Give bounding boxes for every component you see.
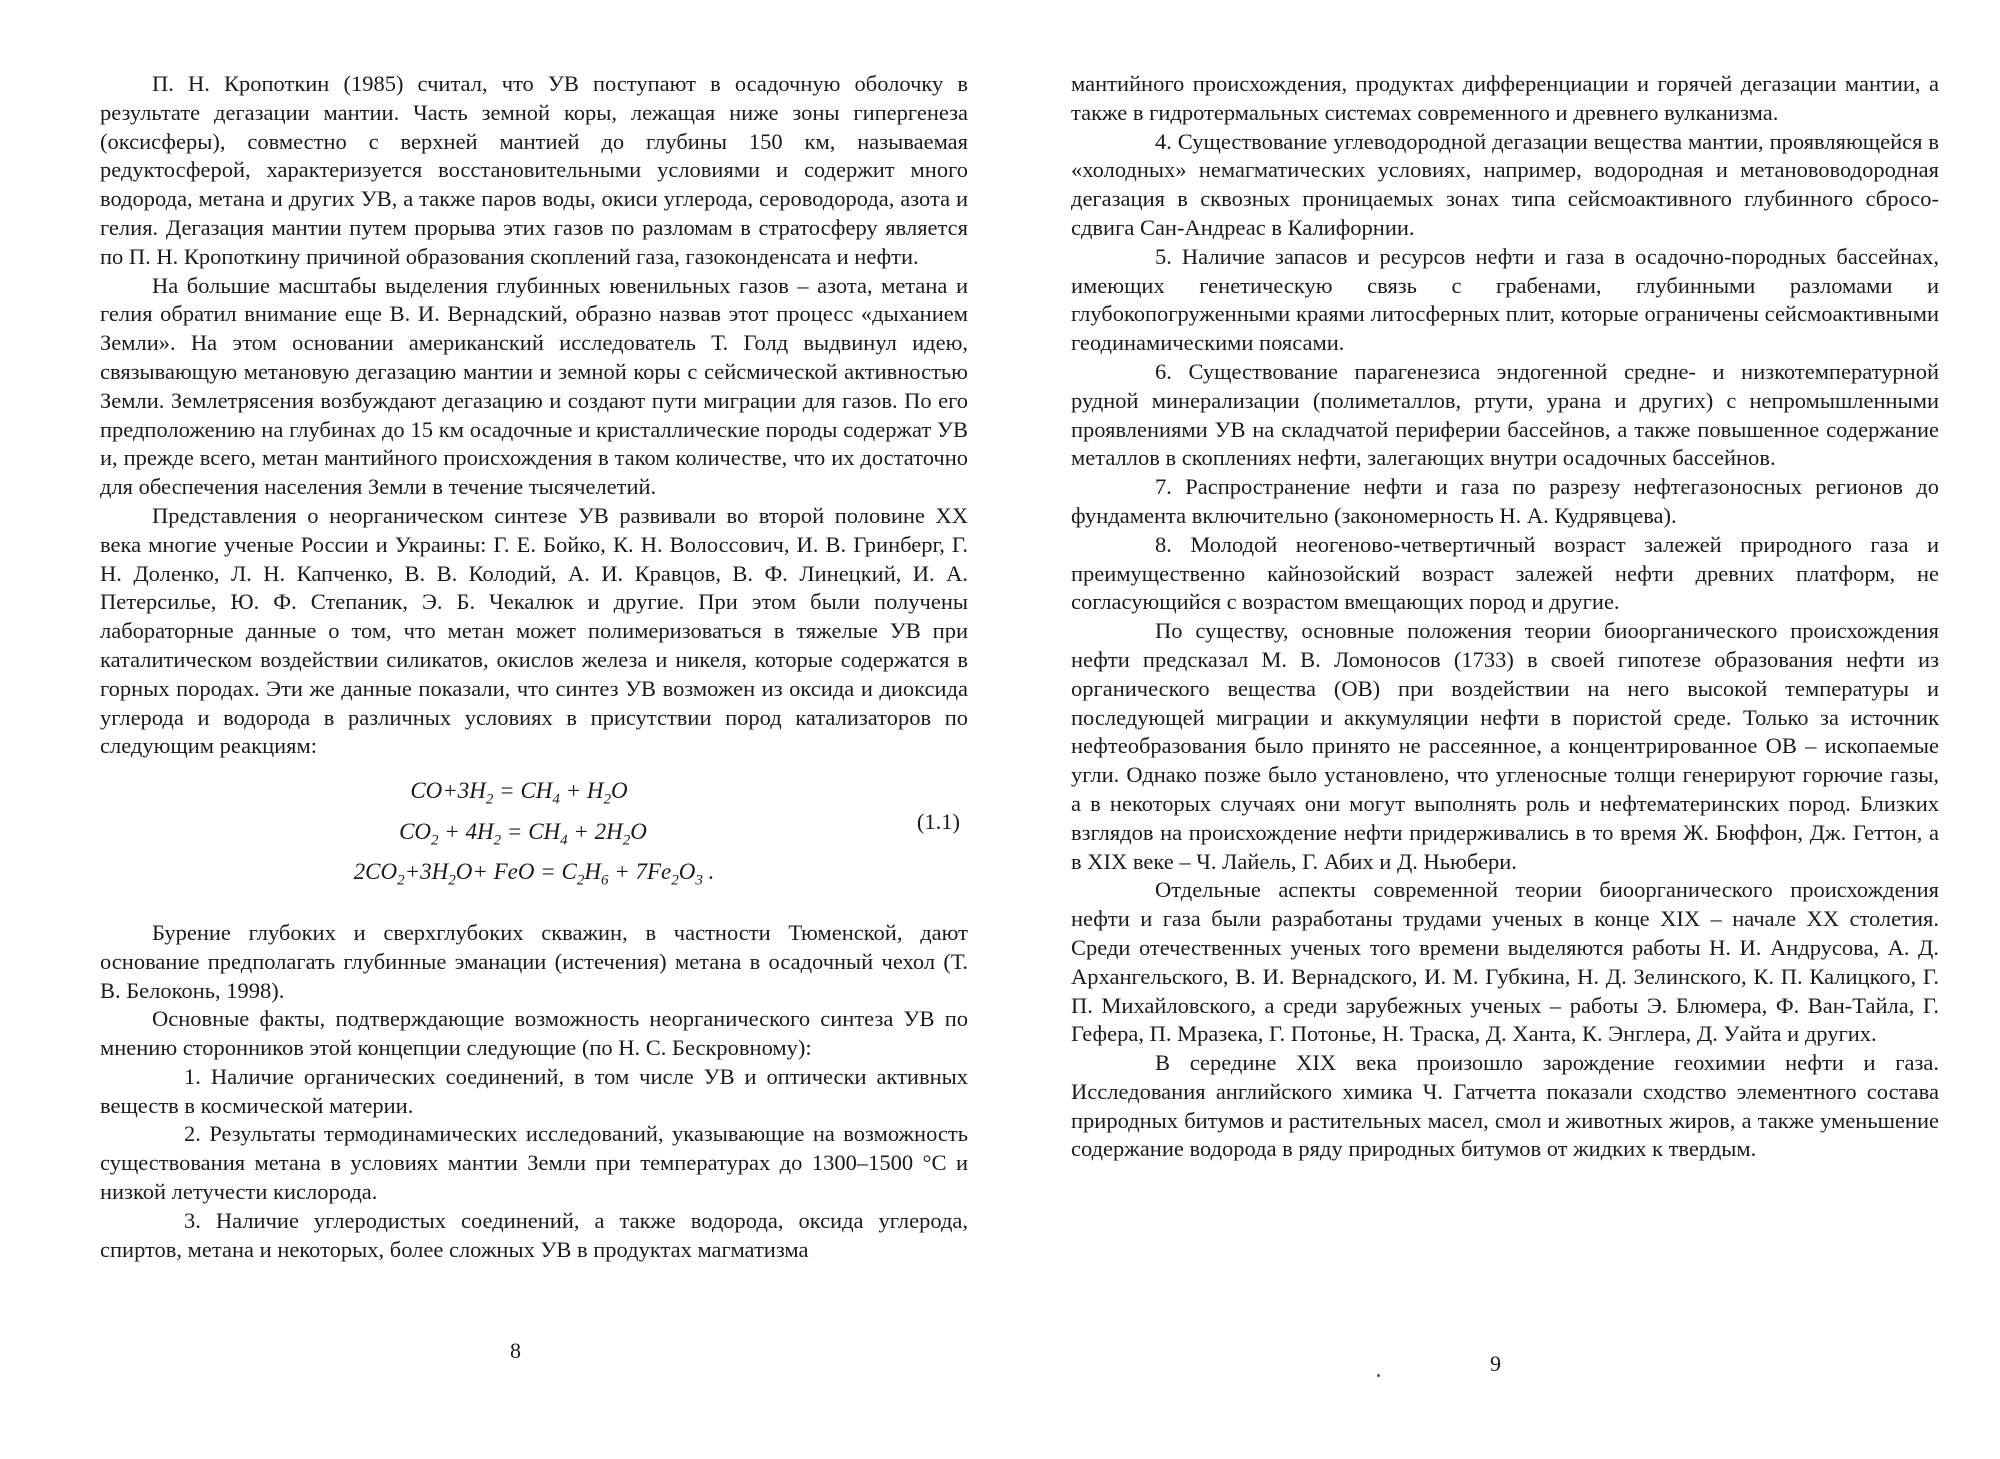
chemical-equations	[100, 775, 968, 897]
equation-number: (1.1)	[916, 809, 960, 835]
equation-line-3: $2CO_2+3H_2O+$ FeO = $C_2H_6 + 7Fe_2O_3$ .	[353, 859, 715, 889]
page-number-right: 9	[1490, 1351, 1501, 1376]
right-page	[1071, 70, 1939, 1164]
paragraph: П. Н. Кропоткин (1985) считал, что УВ поступают в осадочную оболочку в результате дегазации мантии. Часть земной коры, лежащая ниже зоны гипергенеза (оксисферы), совместно с верхней мантией до глубины 150 км, называемая редуктосферой, характеризуется восстановительными условиями и содержит много водорода, метана и других УВ, а также паров воды, окиси углерода, сероводорода, азота и гелия. Дегазация мантии путем прорыва этих газов по разломам в стратосферу является по П. Н. Кропоткину причиной образования скоплений газа, газоконденсата и нефти.	[100, 71, 968, 269]
paragraph: На большие масштабы выделения глубинных ювенильных газов – азота, метана и гелия обратил внимание еще В. И. Вернадский, образно назвав этот процесс «дыханием Земли». На этом основании американский исследователь Т. Голд выдвинул идею, связывающую метановую дегазацию мантии и земной коры с сейсмической активностью Земли. Землетрясения возбуждают дегазацию и создают пути миграции для газов. По его предположению на глубинах до 15 км осадочные и кристаллические породы содержат УВ и, прежде всего, метан мантийного происхождения в таком количестве, что их достаточно для обеспечения населения Земли в течение тысячелетий.	[100, 272, 968, 500]
paragraph: По существу, основные положения теории биоорганического происхождения нефти предсказал М. В. Ломоносов (1733) в своей гипотезе образования нефти из органического вещества (ОВ) при воздействии на него высокой температуры и последующей миграции и аккумуляции нефти в пористой среде. Только за источник нефтеобразования было принято не рассеянное, а концентрированное ОВ – ископаемые угли. Однако позже было установлено, что угленосные толщи генерируют горючие газы, а в некоторых случаях они могут выполнять роль и нефтематеринских пород. Близких взглядов на происхождение нефти придерживались в то время Ж. Бюффон, Дж. Геттон, а в XIX веке – Ч. Лайель, Г. Абих и Д. Ньюбери.	[1071, 618, 1939, 874]
list-item: 3. Наличие углеродистых соединений, а также водорода, оксида углерода, спиртов, метана и некоторых, более сложных УВ в продуктах магматизма	[100, 1207, 968, 1262]
paragraph: Бурение глубоких и сверхглубоких скважин, в частности Тюменской, дают основание предполагать глубинные эманации (истечения) метана в осадочный чехол (Т. В. Белоконь, 1998).	[100, 919, 968, 1003]
list-item: 2. Результаты термодинамических исследований, указывающие на возможность существования метана в условиях мантии Земли при температурах до 1300–1500 °C и низкой летучести кислорода.	[100, 1121, 968, 1205]
equation-line-1: $CO+3H_2 = CH_4 + H_2O$	[410, 778, 628, 808]
list-item: 4. Существование углеводородной дегазации вещества мантии, проявляющейся в «холодных» немагматических условиях, например, водородная и метанововодородная дегазация в сквозных проницаемых зонах типа сейсмоактивного глубинного сбросо-сдвига Сан-Андреас в Калифорнии.	[1071, 128, 1939, 240]
paragraph: Основные факты, подтверждающие возможность неорганического синтеза УВ по мнению сторонников этой концепции следующие (по Н. С. Бескровному):	[100, 1006, 968, 1061]
paragraph: Отдельные аспекты современной теории биоорганического происхождения нефти и газа были разработаны трудами ученых в конце XIX – начале XX столетия. Среди отечественных ученых того времени выделяются работы Н. И. Андрусова, А. Д. Архангельского, В. И. Вернадского, И. М. Губкина, Н. Д. Зелинского, К. П. Калицкого, Г. П. Михайловского, а среди зарубежных ученых – работы Э. Блюмера, Ф. Ван-Тайла, Г. Гефера, П. Мразека, Г. Потонье, Н. Траска, Д. Ханта, К. Энглера, Д. Уайта и других.	[1071, 877, 1939, 1047]
list-item: 5. Наличие запасов и ресурсов нефти и газа в осадочно-породных бассейнах, имеющих генетическую связь с грабенами, глубинными разломами и глубокопогруженными краями литосферных плит, которые ограничены сейсмоактивными геодинамическими поясами.	[1071, 243, 1939, 356]
scan-speck	[1377, 1374, 1380, 1377]
list-item: 8. Молодой неогеново-четвертичный возраст залежей природного газа и преимущественно кайнозойский возраст залежей нефти древних платформ, не согласующийся с возрастом вмещающих пород и другие.	[1071, 531, 1939, 615]
page-number-left: 8	[510, 1338, 521, 1363]
list-item: 6. Существование парагенезиса эндогенной средне- и низкотемпературной рудной минерализации (полиметаллов, ртути, урана и других) с непромышленными проявлениями УВ на складчатой периферии бассейнов, а также повышенное содержание металлов в скоплениях нефти, залегающих внутри осадочных бассейнов.	[1071, 358, 1939, 471]
list-item: 1. Наличие органических соединений, в том числе УВ и оптически активных веществ в космической материи.	[100, 1063, 968, 1118]
list-item: 7. Распространение нефти и газа по разрезу нефтегазоносных регионов до фундамента включительно (закономерность Н. А. Кудрявцева).	[1071, 474, 1939, 528]
paragraph-continuation: мантийного происхождения, продуктах дифференциации и горячей дегазации мантии, а также в гидротермальных системах современного и древнего вулканизма.	[1071, 71, 1939, 125]
equation-line-2: $CO_2 + 4H_2 = CH_4 + 2H_2O$	[399, 818, 647, 849]
paragraph: В середине XIX века произошло зарождение геохимии нефти и газа. Исследования английского химика Ч. Гатчетта показали сходство элементного состава природных битумов и растительных масел, смол и животных жиров, а также уменьшение содержание водорода в ряду природных битумов от жидких к твердым.	[1071, 1050, 1939, 1162]
paragraph: Представления о неорганическом синтезе УВ развивали во второй половине XX века многие ученые России и Украины: Г. Е. Бойко, К. Н. Волоссович, И. В. Гринберг, Г. Н. Доленко, Л. Н. Капченко, В. В. Колодий, А. И. Кравцов, В. Ф. Линецкий, И. А. Петерсилье, Ю. Ф. Степаник, Э. Б. Чекалюк и другие. При этом были получены лабораторные данные о том, что метан может полимеризоваться в тяжелые УВ при каталитическом воздействии силикатов, окислов железа и никеля, которые содержатся в горных породах. Эти же данные показали, что синтез УВ возможен из оксида и диоксида углерода и водорода в различных условиях в присутствии пород катализаторов по следующим реакциям:	[100, 502, 968, 759]
left-page	[100, 70, 968, 1264]
